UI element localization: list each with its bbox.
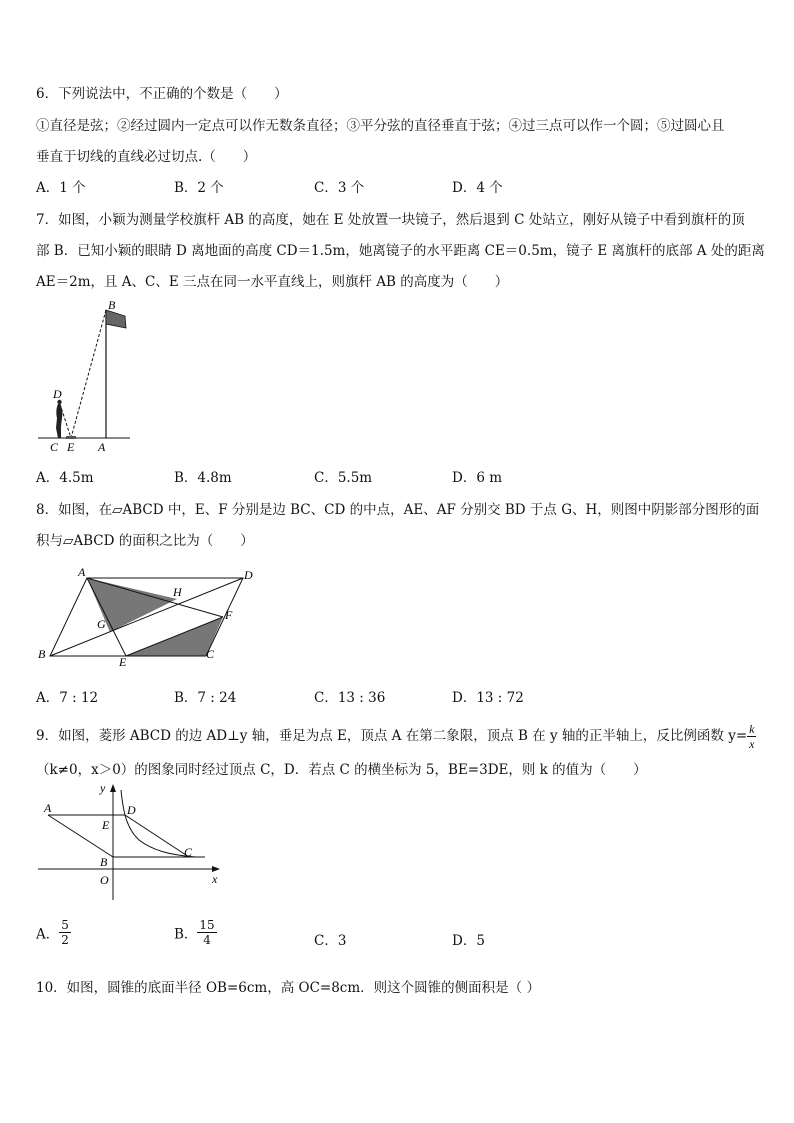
q7-label-e: E — [67, 440, 75, 454]
q9-option-a-den: 2 — [61, 933, 69, 947]
q7-person — [56, 404, 62, 438]
q9-rhombus-figure — [34, 780, 229, 905]
q9-label-x: x — [212, 872, 218, 886]
q6-option-d: D．4 个 — [452, 180, 503, 196]
q9-label-b: B — [100, 855, 108, 869]
q9-option-b — [174, 918, 217, 947]
q7-line1: 7．如图，小颖为测量学校旗杆 AB 的高度，她在 E 处放置一块镜子，然后退到 C 处站立，刚好从镜子中看到旗杆的顶 — [36, 212, 745, 228]
q9-option-c: C．3 — [314, 933, 347, 949]
q9-line1-wrap — [36, 722, 756, 751]
q9-line1: 9．如图，菱形 ABCD 的边 AD⊥y 轴，垂足为点 E，顶点 A 在第二象限，顶点 B 在 y 轴的正半轴上，反比例函数 y= — [36, 728, 748, 744]
q6-statements-cont: 垂直于切线的直线必过切点.（ ） — [36, 149, 257, 165]
q7-line3: AE＝2m，且 A、C、E 三点在同一水平直线上，则旗杆 AB 的高度为（ ） — [36, 274, 509, 290]
q9-option-b-num: 15 — [199, 918, 215, 932]
q6-stem: 6．下列说法中，不正确的个数是（ ） — [36, 86, 288, 102]
q9-y-arrow — [110, 784, 116, 792]
q9-option-b-den: 4 — [203, 933, 211, 947]
q8-option-a: A．7 : 12 — [36, 690, 99, 706]
q7-line2: 部 B．已知小颖的眼睛 D 离地面的高度 CD＝1.5m，她离镜子的水平距离 CE＝0.5m，镜子 E 离旗杆的底部 A 处的距离 — [36, 243, 765, 259]
q9-function-fraction — [747, 722, 756, 751]
q8-line2: 积与▱ABCD 的面积之比为（ ） — [36, 533, 254, 549]
q9-option-a-fraction — [59, 918, 71, 947]
q10-stem: 10．如图，圆锥的底面半径 OB=6cm，高 OC=8cm．则这个圆锥的侧面积是（ ） — [36, 980, 540, 996]
q8-diagonal-bd — [50, 578, 243, 656]
q9-fn-denominator: x — [749, 737, 755, 751]
q9-label-y: y — [100, 781, 106, 795]
q9-option-d: D．5 — [452, 933, 485, 949]
q8-line1: 8．如图，在▱ABCD 中，E、F 分别是边 BC、CD 的中点，AE、AF 分别交 BD 于点 G、H，则图中阴影部分图形的面 — [36, 502, 760, 518]
q9-label-d: D — [127, 803, 136, 817]
q9-label-e: E — [102, 818, 110, 832]
q8-label-c: C — [206, 647, 215, 661]
q7-flagpole-figure — [30, 296, 140, 456]
q7-option-d: D．6 m — [452, 470, 503, 486]
q9-label-c: C — [184, 845, 193, 859]
q8-label-a: A — [78, 565, 86, 579]
q8-parallelogram-figure — [34, 562, 264, 668]
q7-flag — [106, 310, 126, 328]
q8-label-f: F — [225, 608, 233, 622]
q9-option-a — [36, 918, 71, 947]
q6-option-c: C．3 个 — [314, 180, 365, 196]
q7-label-d: D — [53, 387, 62, 401]
q8-option-b: B．7 : 24 — [174, 690, 237, 706]
q9-option-b-fraction — [197, 918, 216, 947]
q9-fn-numerator: k — [749, 722, 755, 736]
q8-label-b: B — [38, 647, 46, 661]
q7-label-c: C — [50, 440, 59, 454]
q6-option-b: B．2 个 — [174, 180, 224, 196]
q9-label-a: A — [44, 801, 52, 815]
q9-label-o: O — [100, 873, 109, 887]
q7-option-c: C．5.5m — [314, 470, 373, 486]
q8-option-d: D．13 : 72 — [452, 690, 524, 706]
q7-label-b: B — [108, 298, 116, 312]
q8-option-c: C．13 : 36 — [314, 690, 386, 706]
q9-line2: （k≠0，x＞0）的图象同时经过顶点 C，D．若点 C 的横坐标为 5，BE=3DE，则 k 的值为（ ） — [36, 762, 647, 778]
q6-option-a: A．1 个 — [36, 180, 86, 196]
q8-label-d: D — [244, 568, 253, 582]
q9-option-b-prefix: B． — [174, 926, 198, 943]
q7-label-a: A — [98, 440, 106, 454]
q7-mirror — [66, 436, 76, 439]
q7-dashed-be — [71, 310, 106, 438]
q9-option-a-num: 5 — [61, 918, 69, 932]
q7-option-b: B．4.8m — [174, 470, 232, 486]
q8-label-e: E — [119, 655, 127, 668]
q8-label-g: G — [97, 617, 106, 631]
q7-option-a: A．4.5m — [36, 470, 94, 486]
q8-label-h: H — [173, 585, 182, 599]
q6-statements: ①直径是弦；②经过圆内一定点可以作无数条直径；③平分弦的直径垂直于弦；④过三点可以作一个圆；⑤过圆心且 — [36, 118, 725, 134]
q9-option-a-prefix: A． — [36, 926, 60, 943]
